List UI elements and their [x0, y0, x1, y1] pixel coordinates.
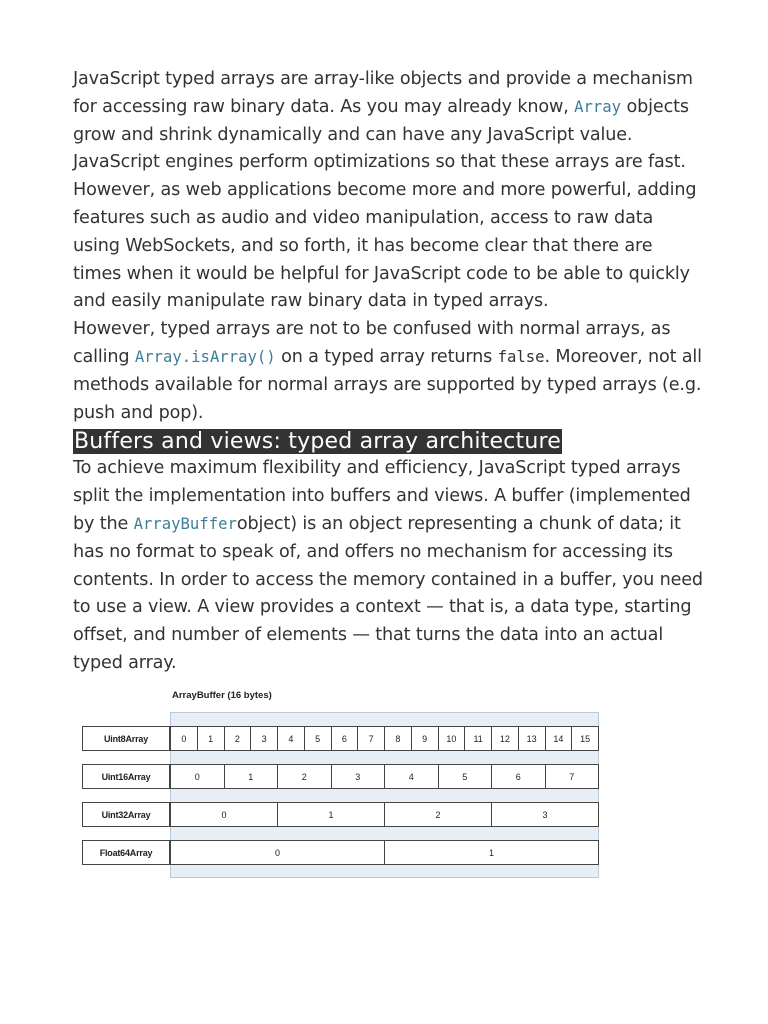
arraybuffer-link[interactable]: ArrayBuffer — [133, 514, 237, 533]
element-cell: 0 — [170, 803, 277, 826]
array-isarray-link[interactable]: Array.isArray() — [134, 347, 276, 366]
element-cell: 5 — [438, 765, 492, 788]
element-cell: 3 — [250, 727, 277, 750]
element-cell: 2 — [277, 765, 331, 788]
element-cell: 7 — [357, 727, 384, 750]
element-cell: 0 — [170, 841, 384, 864]
section-heading-text: Buffers and views: typed array architecture — [74, 429, 561, 455]
typed-array-cells — [170, 802, 599, 827]
typed-array-label: Uint8Array — [82, 726, 170, 751]
typed-array-cells — [170, 726, 599, 751]
element-cell: 3 — [491, 803, 598, 826]
element-cell: 4 — [384, 765, 438, 788]
element-cell: 8 — [384, 727, 411, 750]
element-cell: 1 — [277, 803, 384, 826]
intro-text: . Moreover, not all methods available for normal arrays are supported by typed arrays (e.g. push and pop). — [73, 346, 702, 423]
element-cell: 12 — [491, 727, 518, 750]
typed-array-label: Uint16Array — [82, 764, 170, 789]
article-content — [73, 66, 703, 678]
intro-text: objects grow and shrink dynamically and can have any JavaScript value. JavaScript engines perform optimizations so that these arrays are fast. However, as web applications become more and more powerful, adding features such as audio and video manipulation, access to raw data using WebSockets, and so forth, it has become clear that there are times when it would be helpful for JavaScript code to be able to quickly and easily manipulate raw binary data in typed arrays. — [73, 96, 697, 312]
intro-paragraph-1 — [73, 66, 703, 316]
element-cell: 9 — [411, 727, 438, 750]
element-cell: 7 — [545, 765, 599, 788]
intro-paragraph-2 — [73, 316, 703, 427]
element-cell: 14 — [545, 727, 572, 750]
section-heading — [73, 428, 703, 455]
buffer-title: ArrayBuffer (16 bytes) — [172, 690, 272, 701]
element-cell: 10 — [438, 727, 465, 750]
intro-text: JavaScript typed arrays are array-like objects and provide a mechanism for accessing raw binary data. As you may already know, — [73, 69, 693, 117]
intro-text: on a typed array returns — [275, 346, 498, 367]
arraybuffer-diagram — [82, 686, 602, 882]
element-cell: 0 — [170, 727, 197, 750]
element-cell: 2 — [224, 727, 251, 750]
element-cell: 5 — [304, 727, 331, 750]
typed-array-cells — [170, 764, 599, 789]
element-cell: 3 — [331, 765, 385, 788]
array-link[interactable]: Array — [574, 97, 622, 116]
element-cell: 1 — [384, 841, 598, 864]
element-cell: 6 — [491, 765, 545, 788]
element-cell: 13 — [518, 727, 545, 750]
typed-array-label: Float64Array — [82, 840, 170, 865]
element-cell: 2 — [384, 803, 491, 826]
element-cell: 6 — [331, 727, 358, 750]
section-text: To achieve maximum flexibility and efficiency, JavaScript typed arrays split the implementation into buffers and views. A buffer (implemented by the — [73, 458, 691, 534]
element-cell: 1 — [197, 727, 224, 750]
typed-array-label: Uint32Array — [82, 802, 170, 827]
false-code: false — [497, 347, 545, 366]
section-text: object) is an object representing a chunk of data; it has no format to speak of, and offers no mechanism for accessing its contents. In order to access the memory contained in a buffer, you need to use a view. A view provides a context — that is, a data type, starting offset, and number of elements — that turns the data into an actual typed array. — [73, 513, 703, 673]
element-cell: 0 — [170, 765, 224, 788]
element-cell: 4 — [277, 727, 304, 750]
typed-array-cells — [170, 840, 599, 865]
intro-text: However, typed arrays are not to be confused with normal arrays, as calling — [73, 319, 671, 367]
element-cell: 1 — [224, 765, 278, 788]
section-paragraph — [73, 455, 703, 677]
element-cell: 11 — [464, 727, 491, 750]
element-cell: 15 — [571, 727, 598, 750]
